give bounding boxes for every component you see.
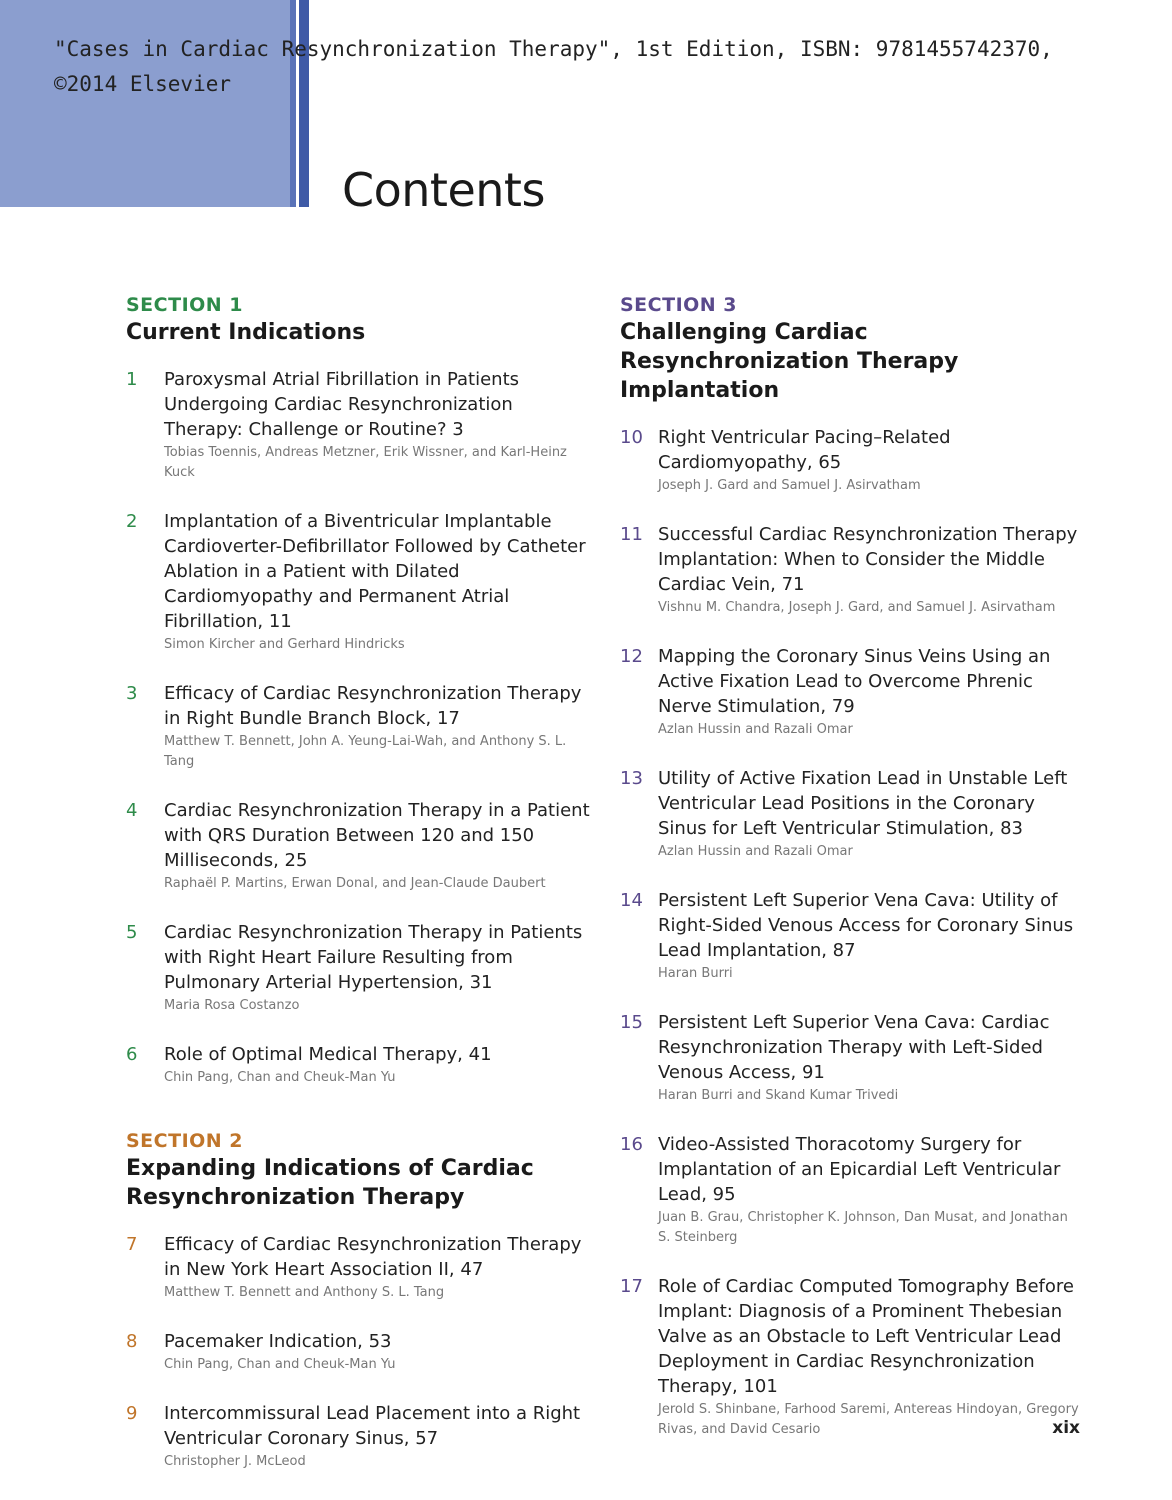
chapter-title: Persistent Left Superior Vena Cava: Cardiac Resynchronization Therapy with Left-Sided Venous Access, 91 [658, 1012, 1050, 1083]
toc-entry [620, 644, 1080, 740]
chapter-number: 17 [620, 1276, 643, 1297]
section-title: Current Indications [126, 320, 366, 345]
chapter-title: Cardiac Resynchronization Therapy in Patients with Right Heart Failure Resulting from Pulmonary Arterial Hypertension, 31 [164, 922, 583, 993]
chapter-number: 1 [126, 369, 138, 390]
chapter-authors: Matthew T. Bennett and Anthony S. L. Tang [164, 1285, 445, 1300]
chapter-title: Mapping the Coronary Sinus Veins Using an Active Fixation Lead to Overcome Phrenic Nerve Stimulation, 79 [658, 646, 1051, 717]
chapter-number: 5 [126, 922, 138, 943]
copyright-notice [54, 32, 1164, 102]
chapter-number: 13 [620, 768, 643, 789]
page-title: Contents [342, 163, 545, 217]
toc-entry [126, 681, 596, 772]
chapter-number: 11 [620, 524, 643, 545]
chapter-title: Persistent Left Superior Vena Cava: Utility of Right-Sided Venous Access for Coronary Sinus Lead Implantation, 87 [658, 890, 1074, 961]
chapter-number: 10 [620, 427, 643, 448]
chapter-number: 9 [126, 1403, 138, 1424]
chapter-number: 2 [126, 511, 138, 532]
chapter-title: Utility of Active Fixation Lead in Unstable Left Ventricular Lead Positions in the Coronary Sinus for Left Ventricular Stimulation, 83 [658, 768, 1068, 839]
chapter-authors: Raphaël P. Martins, Erwan Donal, and Jean-Claude Daubert [164, 876, 546, 891]
chapter-title: Role of Cardiac Computed Tomography Before Implant: Diagnosis of a Prominent Thebesian Valve as an Obstacle to Left Ventricular Lead Deployment in Cardiac Resynchronization Therapy, 101 [658, 1276, 1074, 1397]
chapter-number: 12 [620, 646, 643, 667]
chapter-authors: Azlan Hussin and Razali Omar [658, 844, 853, 859]
section-label: SECTION 2 [126, 1130, 244, 1152]
section-2 [126, 1128, 596, 1472]
toc-entry [620, 425, 1080, 496]
toc-entry [126, 1042, 596, 1088]
left-column [126, 292, 596, 1498]
toc-entry [126, 509, 596, 655]
section-3 [620, 292, 1080, 1440]
chapter-list [620, 425, 1080, 1440]
chapter-title: Right Ventricular Pacing–Related Cardiomyopathy, 65 [658, 427, 951, 473]
page-number: xix [1052, 1418, 1080, 1438]
chapter-title: Video-Assisted Thoracotomy Surgery for Implantation of an Epicardial Left Ventricular Lead, 95 [658, 1134, 1061, 1205]
chapter-authors: Maria Rosa Costanzo [164, 998, 300, 1013]
chapter-title: Implantation of a Biventricular Implantable Cardioverter-Defibrillator Followed by Catheter Ablation in a Patient with Dilated Cardiomyopathy and Permanent Atrial Fibrillation, 11 [164, 511, 586, 632]
chapter-authors: Juan B. Grau, Christopher K. Johnson, Dan Musat, and Jonathan S. Steinberg [658, 1210, 1068, 1245]
chapter-authors: Chin Pang, Chan and Cheuk-Man Yu [164, 1070, 396, 1085]
copyright-line-1: "Cases in Cardiac Resynchronization Therapy", 1st Edition, ISBN: 9781455742370, [54, 37, 1053, 61]
section-label: SECTION 3 [620, 294, 738, 316]
chapter-authors: Joseph J. Gard and Samuel J. Asirvatham [658, 478, 921, 493]
chapter-title: Successful Cardiac Resynchronization Therapy Implantation: When to Consider the Middle Cardiac Vein, 71 [658, 524, 1078, 595]
toc-entry [620, 1132, 1080, 1248]
section-label: SECTION 1 [126, 294, 244, 316]
chapter-list [126, 1232, 596, 1472]
toc-entry [620, 888, 1080, 984]
section-title: Challenging Cardiac Resynchronization Therapy Implantation [620, 320, 959, 403]
chapter-title: Intercommissural Lead Placement into a Right Ventricular Coronary Sinus, 57 [164, 1403, 581, 1449]
chapter-number: 7 [126, 1234, 138, 1255]
chapter-authors: Chin Pang, Chan and Cheuk-Man Yu [164, 1357, 396, 1372]
chapter-title: Cardiac Resynchronization Therapy in a Patient with QRS Duration Between 120 and 150 Milliseconds, 25 [164, 800, 590, 871]
chapter-title: Role of Optimal Medical Therapy, 41 [164, 1044, 492, 1065]
toc-entry [126, 920, 596, 1016]
chapter-authors: Azlan Hussin and Razali Omar [658, 722, 853, 737]
toc-entry [126, 798, 596, 894]
chapter-authors: Haran Burri and Skand Kumar Trivedi [658, 1088, 899, 1103]
chapter-title: Efficacy of Cardiac Resynchronization Therapy in New York Heart Association II, 47 [164, 1234, 582, 1280]
chapter-title: Efficacy of Cardiac Resynchronization Therapy in Right Bundle Branch Block, 17 [164, 683, 582, 729]
chapter-authors: Matthew T. Bennett, John A. Yeung-Lai-Wah, and Anthony S. L. Tang [164, 734, 567, 769]
toc-entry [126, 1232, 596, 1303]
toc-entry [126, 1401, 596, 1472]
chapter-authors: Haran Burri [658, 966, 733, 981]
chapter-title: Paroxysmal Atrial Fibrillation in Patients Undergoing Cardiac Resynchronization Therapy: Challenge or Routine? 3 [164, 369, 520, 440]
chapter-number: 15 [620, 1012, 643, 1033]
toc-entry [620, 1010, 1080, 1106]
chapter-number: 8 [126, 1331, 138, 1352]
chapter-number: 6 [126, 1044, 138, 1065]
toc-entry [126, 367, 596, 483]
right-column [620, 292, 1080, 1466]
chapter-number: 4 [126, 800, 138, 821]
chapter-list [126, 367, 596, 1088]
chapter-title: Pacemaker Indication, 53 [164, 1331, 392, 1352]
chapter-authors: Tobias Toennis, Andreas Metzner, Erik Wissner, and Karl-Heinz Kuck [164, 445, 567, 480]
chapter-authors: Jerold S. Shinbane, Farhood Saremi, Antereas Hindoyan, Gregory Rivas, and David Cesario [658, 1402, 1079, 1437]
chapter-number: 3 [126, 683, 138, 704]
chapter-authors: Christopher J. McLeod [164, 1454, 306, 1469]
toc-entry [126, 1329, 596, 1375]
chapter-authors: Vishnu M. Chandra, Joseph J. Gard, and Samuel J. Asirvatham [658, 600, 1056, 615]
copyright-line-2: ©2014 Elsevier [54, 72, 232, 96]
section-title: Expanding Indications of Cardiac Resynchronization Therapy [126, 1156, 534, 1210]
chapter-authors: Simon Kircher and Gerhard Hindricks [164, 637, 405, 652]
toc-entry [620, 766, 1080, 862]
section-1 [126, 292, 596, 1088]
toc-entry [620, 522, 1080, 618]
chapter-number: 16 [620, 1134, 643, 1155]
toc-entry [620, 1274, 1080, 1440]
chapter-number: 14 [620, 890, 643, 911]
